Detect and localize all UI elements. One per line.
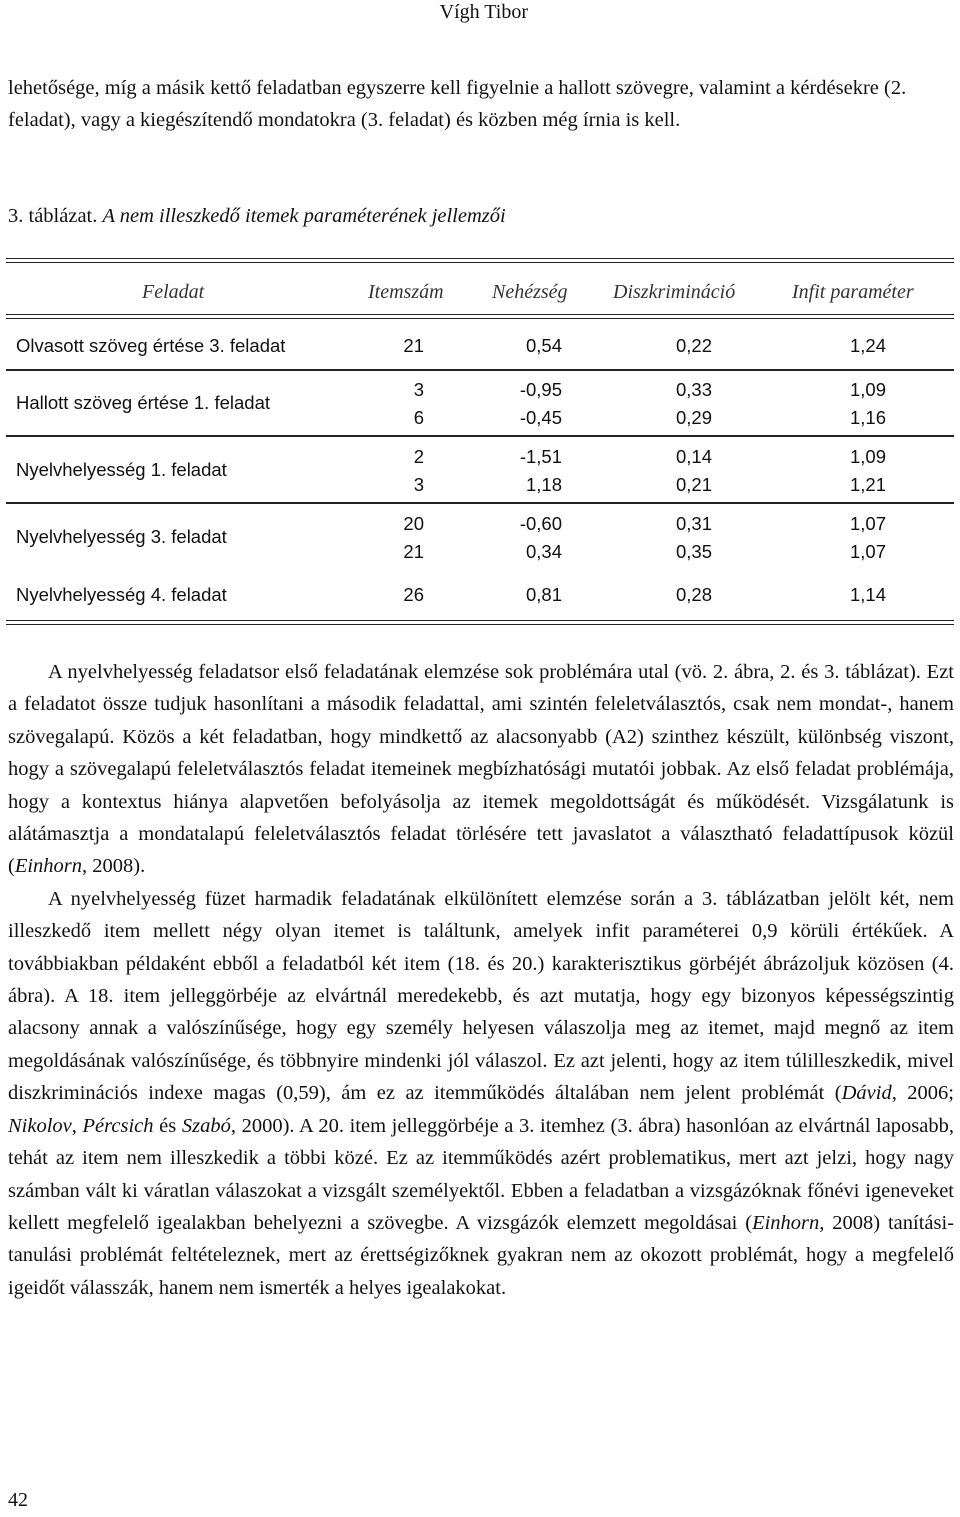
citation-author: Szabó	[181, 1114, 231, 1137]
table-header-rule	[6, 314, 954, 319]
row2-task: Hallott szöveg értése 1. feladat	[16, 392, 271, 413]
header-feladat: Feladat	[142, 281, 205, 303]
header-itemszam: Itemszám	[368, 281, 444, 303]
row2-nehezseg-b: -0,45	[519, 407, 562, 428]
table-top-rule	[6, 258, 954, 263]
body-text	[8, 656, 954, 1304]
header-infit: Infit paraméter	[792, 281, 914, 303]
header-nehezseg: Nehézség	[492, 281, 568, 303]
row3-nehezseg-a: -1,51	[519, 446, 562, 467]
citation-text: ,	[71, 1114, 83, 1137]
row3-infit-a: 1,09	[849, 446, 886, 467]
intro-paragraph: lehetősége, míg a másik kettő feladatban egyszerre kell figyelnie a hallott szövegre, valamint a kérdésekre (2. feladat), vagy a kiegészítendő mondatokra (3. feladat) és közben még írnia is kell.	[8, 77, 907, 131]
row-separator	[6, 369, 954, 371]
row3-diszkr-a: 0,14	[675, 446, 712, 467]
citation-author: Einhorn	[14, 855, 83, 878]
paragraph-1: A nyelvhelyesség feladatsor első feladatának elemzése sok problémára utal (vö. 2. ábra, 2. és 3. táblázat). Ezt a feladatot össze tudjuk hasonlítani a második feladattal, ami szintén feleletválasztós, csak nem mondat-, hanem szövegalapú. Közös a két feladatban, hogy mindkettő az alacsonyabb (A2) szinthez készült, különbség viszont, hogy a szövegalapú feleletválasztós feladat itemeinek megbízhatósági mutatói jobbak. Az első feladat problémája, hogy a kontextus hiánya alapvetően befolyásolja az itemek megoldottságát és működését. Vizsgálatunk is alátámasztja a mondatalapú feleletválasztós feladat törlésére tett javaslatot a választható feladattípusok közül (	[8, 661, 954, 878]
row1-nehezseg: 0,54	[525, 335, 562, 356]
page-number: 42	[8, 1489, 28, 1511]
row5-infit: 1,14	[849, 584, 886, 605]
table-caption	[8, 200, 506, 232]
citation-author: Nikolov	[8, 1114, 72, 1137]
row1-infit: 1,24	[849, 335, 886, 356]
citation-author: Einhorn	[752, 1211, 820, 1234]
row2-item-a: 3	[413, 379, 424, 400]
row5-nehezseg: 0,81	[525, 584, 562, 605]
row5-item: 26	[403, 584, 424, 605]
row2-infit-a: 1,09	[849, 379, 886, 400]
row3-task: Nyelvhelyesség 1. feladat	[16, 459, 227, 480]
paragraph-2-end: , 2008) tanítási-tanulási problémát feltételeznek, mert az érettségizőknek gyakran nem az okozott problémát, hogy a megfelelő igeidőt válasszák, hanem nem ismerték a helyes igealakokat.	[8, 1211, 954, 1299]
row1-task: Olvasott szöveg értése 3. feladat	[16, 335, 286, 356]
table-caption-label: 3. táblázat.	[8, 205, 98, 227]
table-bottom-rule	[6, 620, 954, 625]
row4-item-b: 21	[403, 541, 424, 562]
row3-nehezseg-b: 1,18	[525, 474, 562, 495]
citation-author: Pércsich	[82, 1114, 154, 1137]
row2-nehezseg-a: -0,95	[519, 379, 562, 400]
row2-infit-b: 1,16	[849, 407, 886, 428]
paragraph-2-cont: , 2000). A 20. item jelleggörbéje a 3. itemhez (3. ábra) hasonlóan az elvártnál laposabb, tehát az item nem illeszkedik a többi közé. Ez az itemműködés azért problematikus, mert azt jelzi, hogy nagy számban vált ki váratlan válaszokat a vizsgált személyektől. Ebben a feladatban a vizsgázóknak főnévi igeneveket kellett megfelelő igealakban behelyezni a szövegbe. A vizsgázók elemzett megoldásai (	[8, 1114, 955, 1234]
citation-year: , 2008).	[82, 855, 146, 878]
citation-author: Dávid	[841, 1082, 892, 1105]
row4-item-a: 20	[403, 513, 424, 534]
parameter-table	[6, 258, 954, 633]
row3-infit-b: 1,21	[849, 474, 886, 495]
row-separator	[6, 435, 954, 437]
row2-diszkr-b: 0,29	[675, 407, 712, 428]
row3-item-b: 3	[413, 474, 424, 495]
row3-diszkr-b: 0,21	[675, 474, 712, 495]
row1-diszkr: 0,22	[675, 335, 712, 356]
row5-diszkr: 0,28	[675, 584, 712, 605]
row5-task: Nyelvhelyesség 4. feladat	[16, 584, 227, 605]
row-separator	[6, 502, 954, 504]
citation-text: és	[153, 1114, 182, 1137]
row4-diszkr-a: 0,31	[675, 513, 712, 534]
header-diszkriminacio: Diszkrimináció	[613, 281, 736, 303]
citation-text: , 2006;	[891, 1082, 954, 1105]
row1-item: 21	[403, 335, 424, 356]
row4-infit-b: 1,07	[849, 541, 886, 562]
row4-nehezseg-a: -0,60	[519, 513, 562, 534]
row2-item-b: 6	[413, 407, 424, 428]
running-header-author: Vígh Tibor	[439, 1, 528, 23]
row4-infit-a: 1,07	[849, 513, 886, 534]
row3-item-a: 2	[413, 446, 424, 467]
paragraph-2: A nyelvhelyesség füzet harmadik feladatának elkülönített elemzése során a 3. táblázatban jelölt két, nem illeszkedő item mellett négy olyan itemet is találtunk, amelyek infit paraméterei 0,9 körüli értékűek. A továbbiakban példaként ebből a feladatból két item (18. és 20.) karakterisztikus görbéjét ábrázoljuk közösen (4. ábra). A 18. item jelleggörbéje az elvártnál meredekebb, és azt mutatja, hogy egy bizonyos képességszintig alacsony annak a valószínűsége, hogy egy személy helyesen válaszolja meg az itemet, majd megnő az item megoldásának valószínűsége, és többnyire mindenki jól válaszol. Ez azt jelenti, hogy az item túlilleszkedik, mivel diszkriminációs indexe magas (0,59), ám ez az itemműködés általában nem jelent problémát (	[8, 887, 954, 1105]
table-caption-title: A nem illeszkedő itemek paraméterének jellemzői	[102, 205, 506, 227]
row4-nehezseg-b: 0,34	[525, 541, 562, 562]
row4-task: Nyelvhelyesség 3. feladat	[16, 526, 227, 547]
row4-diszkr-b: 0,35	[675, 541, 712, 562]
row2-diszkr-a: 0,33	[675, 379, 712, 400]
